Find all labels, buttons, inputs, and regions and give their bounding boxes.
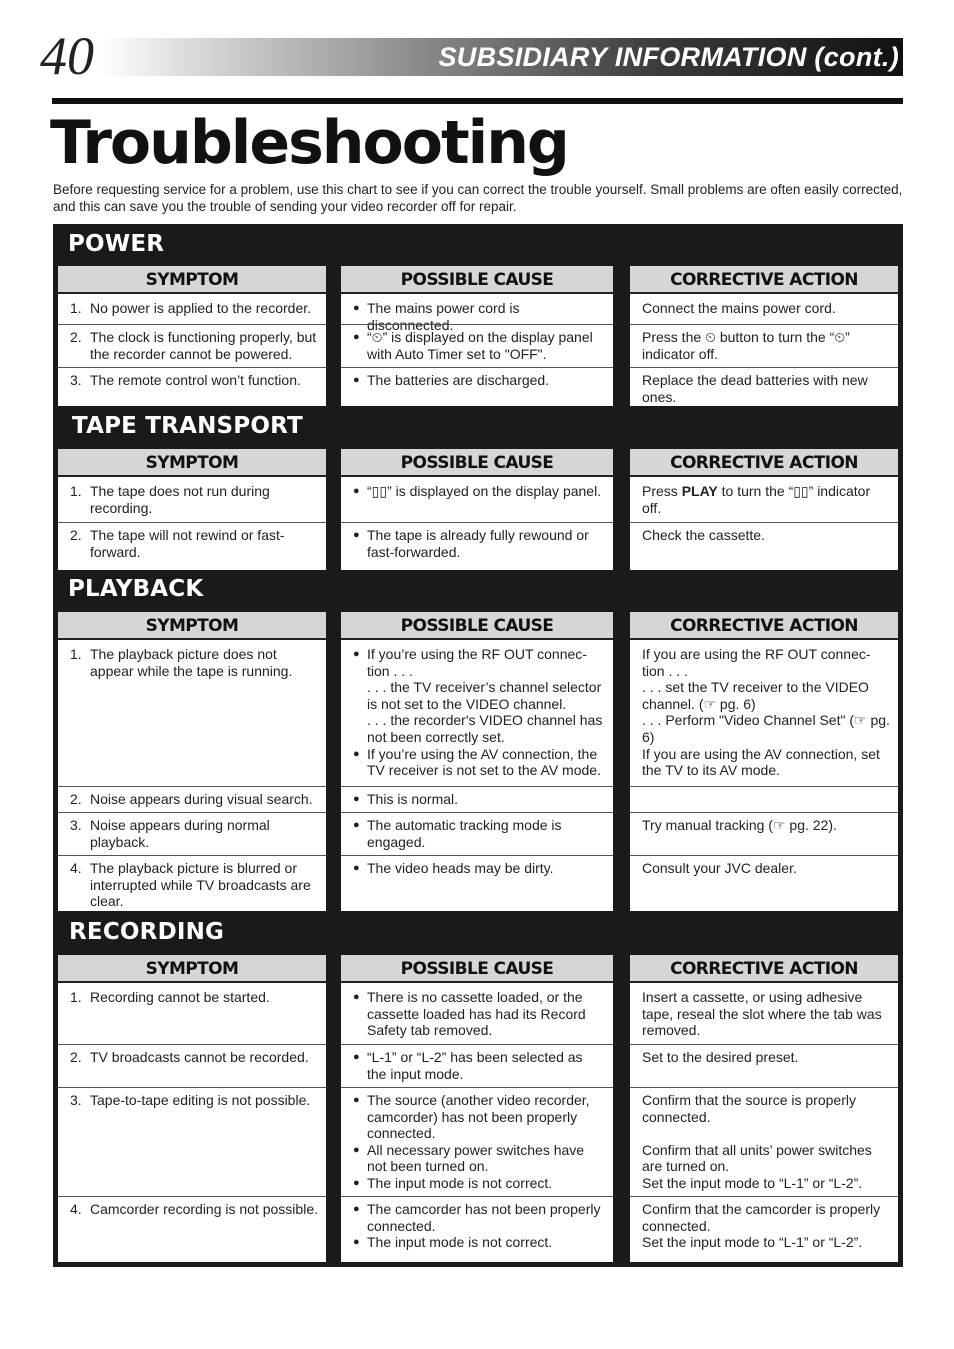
bullet-icon: ● (353, 648, 360, 660)
bullet-icon: ● (353, 1176, 360, 1189)
row-number: 3. (70, 817, 82, 833)
symptom-cell (58, 642, 326, 786)
symptom-text: Camcorder recording is not possible. (90, 1201, 318, 1217)
cause-item (353, 1092, 605, 1142)
column-header-action: CORRECTIVE ACTION (630, 266, 898, 294)
action-cell (630, 786, 898, 812)
section-title-recording: RECORDING (69, 919, 225, 945)
column-symptom-power (58, 266, 326, 406)
cause-cell (341, 786, 613, 812)
cause-item (353, 1049, 605, 1082)
cause-text: This is normal. (367, 791, 459, 807)
cause-text: “⏲” is displayed on the display panel with Auto Timer set to "OFF". (367, 329, 593, 362)
symptom-cell (58, 1196, 326, 1262)
column-cause-power (341, 266, 613, 406)
action-text: Replace the dead batteries with new ones. (642, 372, 868, 405)
page-number: 40 (40, 26, 94, 86)
cause-cell (341, 479, 613, 522)
column-symptom-recording (58, 955, 326, 1262)
row-number: 2. (70, 791, 82, 807)
action-cell (630, 985, 898, 1044)
row-number: 1. (70, 989, 82, 1005)
bullet-icon: ● (353, 331, 360, 343)
section-title-tape-transport: TAPE TRANSPORT (72, 413, 303, 439)
column-header-action: CORRECTIVE ACTION (630, 449, 898, 477)
cause-item (353, 646, 605, 746)
title-rule (52, 98, 903, 104)
bullet-icon: ● (353, 374, 360, 386)
symptom-cell (58, 479, 326, 522)
row-number: 1. (70, 300, 82, 316)
bullet-icon: ● (353, 1094, 360, 1106)
cause-text: “L-1” or “L-2” has been selected as the input mode. (367, 1049, 583, 1082)
column-action-recording (630, 955, 898, 1262)
symptom-text: Recording cannot be started. (90, 989, 270, 1005)
cause-item (353, 817, 605, 850)
cause-cell (341, 1196, 613, 1262)
column-cause-tape-transport (341, 449, 613, 570)
symptom-cell (58, 786, 326, 812)
row-number: 2. (70, 1049, 82, 1065)
cause-item (353, 791, 605, 808)
cause-item (353, 329, 605, 362)
column-header-symptom: SYMPTOM (58, 612, 326, 640)
symptom-text: No power is applied to the recorder. (90, 300, 312, 316)
cause-cell (341, 855, 613, 913)
column-action-power (630, 266, 898, 406)
action-text: Check the cassette. (642, 527, 765, 543)
symptom-cell (58, 855, 326, 913)
cause-cell (341, 367, 613, 408)
column-cause-playback (341, 612, 613, 911)
action-cell (630, 855, 898, 913)
bullet-icon: ● (353, 793, 360, 805)
cause-item (353, 860, 605, 877)
row-number: 1. (70, 483, 82, 499)
symptom-cell (58, 367, 326, 408)
column-header-symptom: SYMPTOM (58, 955, 326, 983)
bullet-icon: ● (353, 1143, 360, 1156)
action-cell (630, 479, 898, 522)
symptom-text: Noise appears during normal playback. (90, 817, 270, 850)
column-header-cause: POSSIBLE CAUSE (341, 955, 613, 983)
column-header-cause: POSSIBLE CAUSE (341, 449, 613, 477)
cause-text: The batteries are discharged. (367, 372, 550, 388)
action-text: Confirm that the camcorder is properly connected. Set the input mode to “L-1” or “L-2”. (642, 1201, 881, 1251)
bullet-icon: ● (353, 862, 360, 874)
symptom-cell (58, 1087, 326, 1196)
row-number: 4. (70, 860, 82, 876)
column-header-action: CORRECTIVE ACTION (630, 612, 898, 640)
bullet-icon: ● (353, 819, 360, 831)
action-cell (630, 296, 898, 324)
column-action-playback (630, 612, 898, 911)
column-header-symptom: SYMPTOM (58, 449, 326, 477)
cause-text: All necessary power switches have not been turned on. (367, 1141, 585, 1175)
action-text: Connect the mains power cord. (642, 300, 836, 316)
symptom-text: The playback picture is blurred or interrupted while TV broadcasts are clear. (90, 860, 311, 910)
symptom-text: Tape-to-tape editing is not possible. (90, 1092, 311, 1108)
bullet-icon: ● (353, 529, 360, 541)
cause-item (353, 989, 605, 1039)
cause-text: The video heads may be dirty. (367, 860, 554, 876)
cause-text: “▯▯” is displayed on the display panel. (367, 483, 602, 499)
action-cell (630, 367, 898, 408)
bullet-icon: ● (353, 1203, 360, 1215)
action-text: Insert a cassette, or using adhesive tape, reseal the slot where the tab was removed. (642, 989, 882, 1039)
section-title-power: POWER (68, 231, 165, 257)
action-text: Press PLAY to turn the “▯▯” indicator off. (642, 483, 871, 516)
cause-cell (341, 1087, 613, 1196)
cause-text: If you’re using the RF OUT connec-tion . . . . . . the TV receiver’s channel selector is not set to the VIDEO channel. . . . the recorder's VIDEO channel has not been correctly set. (367, 646, 603, 745)
cause-text: The source (another video recorder, camcorder) has not been properly connected. (367, 1092, 590, 1142)
action-text: Set to the desired preset. (642, 1049, 799, 1065)
cause-text: The input mode is not correct. (367, 1174, 553, 1191)
row-number: 1. (70, 646, 82, 662)
bullet-icon: ● (353, 1236, 360, 1249)
column-symptom-playback (58, 612, 326, 911)
cause-cell (341, 296, 613, 333)
play-button-label: PLAY (681, 483, 718, 499)
symptom-text: The tape does not run during recording. (90, 483, 270, 516)
row-number: 2. (70, 527, 82, 543)
bullet-icon: ● (353, 302, 360, 314)
cause-cell (341, 1044, 613, 1087)
column-header-cause: POSSIBLE CAUSE (341, 266, 613, 294)
symptom-text: The playback picture does not appear while the tape is running. (90, 646, 293, 679)
bullet-icon: ● (353, 485, 360, 497)
row-number: 3. (70, 1092, 82, 1108)
action-cell (630, 812, 898, 855)
column-header-action: CORRECTIVE ACTION (630, 955, 898, 983)
cause-text: The mains power cord is disconnected. (367, 300, 520, 333)
symptom-cell (58, 296, 326, 324)
symptom-cell (58, 522, 326, 571)
cause-text: The camcorder has not been properly connected. (367, 1201, 601, 1234)
symptom-text: Noise appears during visual search. (90, 791, 313, 807)
row-number: 3. (70, 372, 82, 388)
action-text: Consult your JVC dealer. (642, 860, 797, 876)
bullet-icon: ● (353, 747, 360, 760)
action-text: If you are using the RF OUT connec-tion . . . . . . set the TV receiver to the VIDEO channel. (☞ pg. 6) . . . Perform "Video Channel Set" (☞ pg. 6) If you are using the AV connection, set the TV to its AV mode. (642, 646, 890, 779)
action-cell (630, 324, 898, 367)
symptom-cell (58, 1044, 326, 1087)
cause-cell (341, 522, 613, 571)
cause-item (353, 527, 605, 560)
intro-paragraph: Before requesting service for a problem, use this chart to see if you can correct the trouble yourself. Small problems are often easily corrected, and this can save you the trouble of sending your video recorder off for repair. (53, 182, 903, 214)
action-cell (630, 522, 898, 571)
bullet-icon: ● (353, 1051, 360, 1063)
action-cell (630, 1087, 898, 1196)
cause-item (353, 483, 605, 500)
symptom-text: TV broadcasts cannot be recorded. (90, 1049, 309, 1065)
column-cause-recording (341, 955, 613, 1262)
column-symptom-tape-transport (58, 449, 326, 570)
column-header-cause: POSSIBLE CAUSE (341, 612, 613, 640)
symptom-text: The clock is functioning properly, but the recorder cannot be powered. (90, 329, 317, 362)
action-cell (630, 1196, 898, 1262)
action-cell (630, 642, 898, 786)
cause-item (353, 745, 605, 779)
symptom-cell (58, 985, 326, 1044)
cause-text: The tape is already fully rewound or fast-forwarded. (367, 527, 589, 560)
header-bar (100, 38, 903, 76)
row-number: 2. (70, 329, 82, 345)
cause-item (353, 1234, 605, 1251)
cause-item (353, 372, 605, 389)
cause-item (353, 1174, 605, 1192)
symptom-text: The tape will not rewind or fast-forward. (90, 527, 285, 560)
action-text: Try manual tracking (☞ pg. 22). (642, 817, 837, 833)
symptom-cell (58, 324, 326, 367)
cause-text: The input mode is not correct. (367, 1234, 553, 1251)
action-cell (630, 1044, 898, 1087)
symptom-cell (58, 812, 326, 855)
cause-item (353, 1141, 605, 1175)
column-action-tape-transport (630, 449, 898, 570)
row-number: 4. (70, 1201, 82, 1217)
cause-text: If you’re using the AV connection, the TV receiver is not set to the AV mode. (367, 745, 601, 779)
page-title: Troubleshooting (50, 108, 568, 178)
symptom-text: The remote control won’t function. (90, 372, 301, 388)
cause-item (353, 1201, 605, 1234)
cause-text: The automatic tracking mode is engaged. (367, 817, 562, 850)
column-header-symptom: SYMPTOM (58, 266, 326, 294)
cause-text: There is no cassette loaded, or the cassette loaded has had its Record Safety tab removed. (367, 989, 586, 1039)
cause-cell (341, 642, 613, 786)
cause-cell (341, 985, 613, 1044)
section-title-playback: PLAYBACK (68, 576, 204, 602)
cause-cell (341, 324, 613, 367)
bullet-icon: ● (353, 991, 360, 1003)
action-text: Press the ⏲ button to turn the “⏲” indicator off. (642, 329, 850, 362)
action-text: Confirm that the source is properly connected. Confirm that all units’ power switches are turned on. Set the input mode to “L-1” or “L-2”. (642, 1092, 872, 1191)
cause-cell (341, 812, 613, 855)
header-section-title: SUBSIDIARY INFORMATION (cont.) (438, 42, 899, 72)
